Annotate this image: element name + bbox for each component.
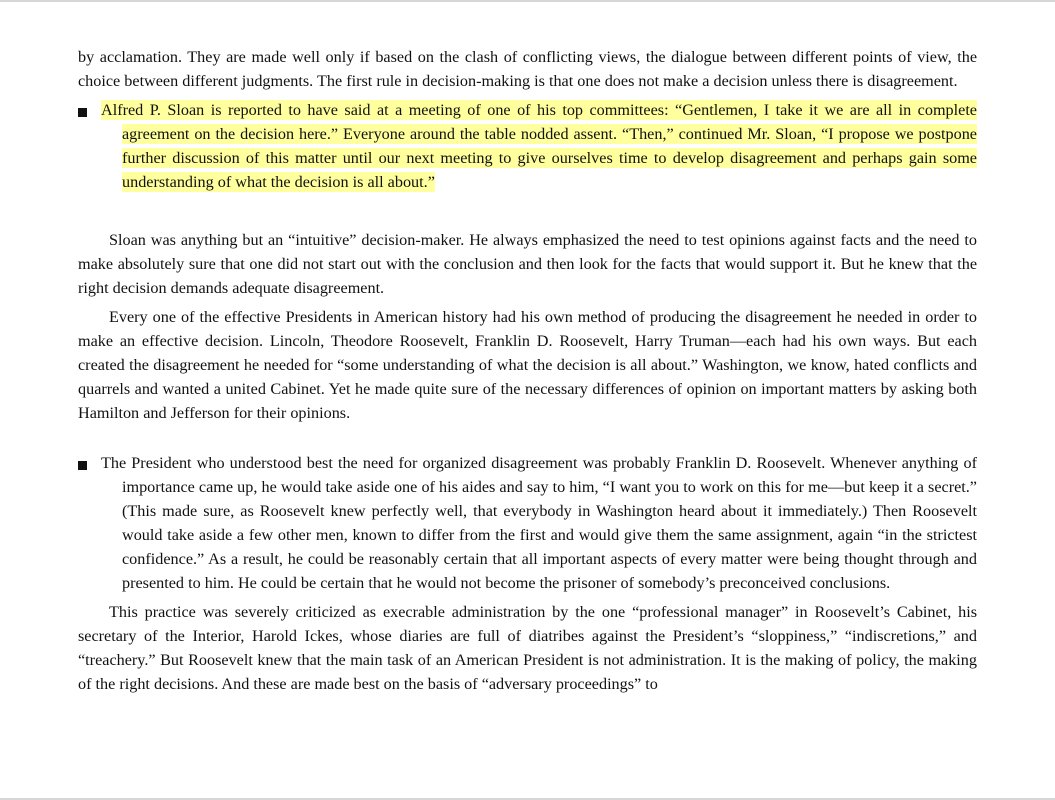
highlighted-text: Alfred P. Sloan is reported to have said at a meeting of one of his top committees: “Gentlemen, I take it we are all in complete agreement on the decision here.” Everyone around the table nodded assent. “Then,” continued Mr. Sloan, “I propose we postpone further discussion of this matter until our next meeting to give ourselves time to develop disagreement and perhaps gain some understanding of what the decision is all about.” <box>101 101 977 191</box>
paragraph-ickes-criticism: This practice was severely criticized as execrable administration by the one “professional manager” in Roosevelt’s Cabinet, his secretary of the Interior, Harold Ickes, whose diaries are full of diatribes against the President’s “sloppiness,” “indiscretions,” and “treachery.” But Roosevelt knew that the main task of an American President is not administration. It is the making of policy, the making of the right decisions. And these are made best on the basis of “adversary proceedings” to <box>78 603 977 693</box>
square-bullet-icon <box>78 461 87 470</box>
bullet-text: The President who understood best the need for organized disagreement was probably Franklin D. Roosevelt. Whenever anything of importance came up, he would take aside one of his aides and say to him, “I want you to work on this for me—but keep it a secret.” (This made sure, as Roosevelt knew perfectly well, that everybody in Washington heard about it immediately.) Then Roosevelt would take aside a few other men, known to differ from the first and would give them the same assignment, again “in the strictest confidence.” As a result, he could be reasonably certain that all important aspects of every matter were being thought through and presented to him. He could be certain that he would not become the prisoner of somebody’s preconceived conclusions. <box>101 454 977 592</box>
paragraph-sloan-intuitive: Sloan was anything but an “intuitive” decision-maker. He always emphasized the need to test opinions against facts and the need to make absolutely sure that one did not start out with the conclusion and then look for the facts that would support it. But he knew that the right decision demands adequate disagreement. <box>78 231 977 297</box>
document-body <box>78 45 977 696</box>
bullet-item-roosevelt <box>78 451 977 595</box>
paragraph-continuation: by acclamation. They are made well only if based on the clash of conflicting views, the dialogue between different points of view, the choice between different judgments. The first rule in decision-making is that one does not make a decision unless there is disagreement. <box>78 48 977 90</box>
bullet-item-sloan-quote <box>78 98 977 194</box>
paragraph-effective-presidents: Every one of the effective Presidents in American history had his own method of producing the disagreement he needed in order to make an effective decision. Lincoln, Theodore Roosevelt, Franklin D. Roosevelt, Harry Truman—each had his own ways. But each created the disagreement he needed for “some understanding of what the decision is all about.” Washington, we know, hated conflicts and quarrels and wanted a united Cabinet. Yet he made quite sure of the necessary differences of opinion on important matters by asking both Hamilton and Jefferson for their opinions. <box>78 308 977 422</box>
square-bullet-icon <box>78 108 87 117</box>
